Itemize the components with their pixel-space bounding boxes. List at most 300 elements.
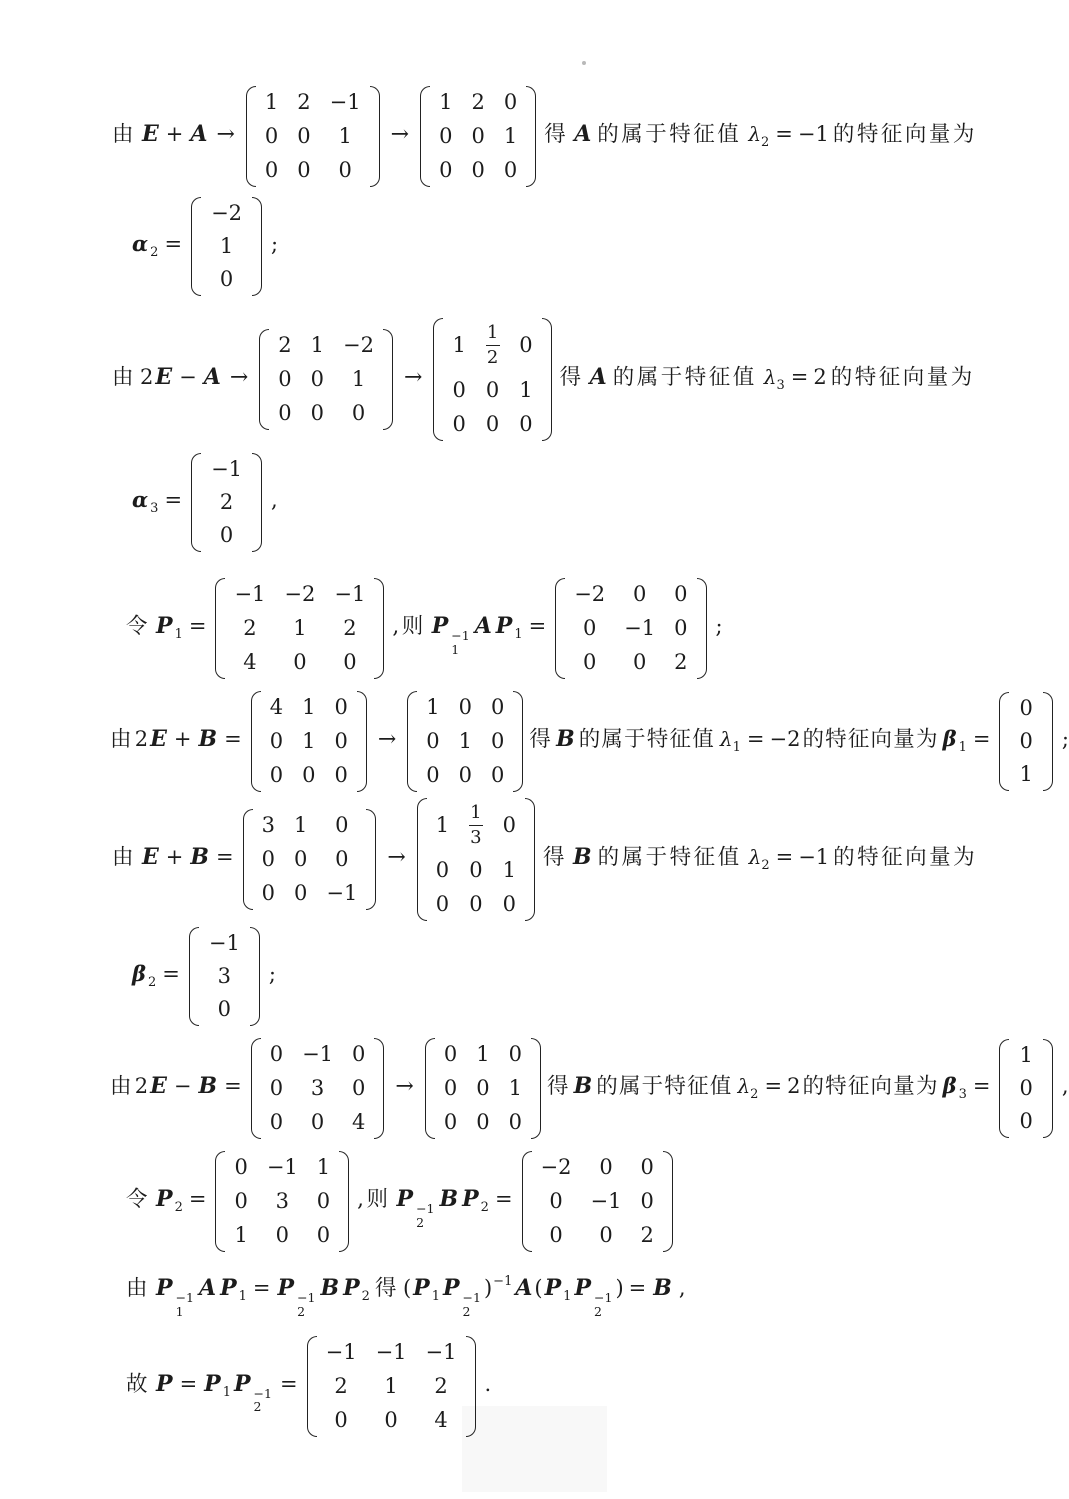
superscript: −1 <box>416 1201 435 1216</box>
matrix-cell: 1 <box>316 1155 331 1179</box>
matrix <box>307 1336 476 1437</box>
var-A: A <box>515 1275 533 1301</box>
matrix-cell: 1 <box>508 1076 522 1100</box>
lead-text: 故 <box>126 1371 151 1397</box>
matrix-cell: 0 <box>458 695 472 719</box>
punctuation: . <box>484 1371 492 1396</box>
matrix-cell: 0 <box>335 813 349 837</box>
paren-right <box>370 86 380 187</box>
matrix-cell: 0 <box>632 582 647 606</box>
var-P: P <box>156 1370 173 1397</box>
matrix <box>215 578 384 679</box>
matrix-cell: 0 <box>476 1076 490 1100</box>
superscript: −1 <box>175 1290 194 1305</box>
var-E: E <box>150 1073 167 1099</box>
var-P: P <box>544 1275 562 1301</box>
var-lambda: λ <box>748 845 762 869</box>
matrix-cell: 0 <box>269 1042 284 1066</box>
var-lambda: λ <box>748 122 761 146</box>
matrix-cell: −1 <box>334 582 366 606</box>
matrix-cell: −1 <box>425 1339 457 1364</box>
lead-text: 由 <box>112 365 137 390</box>
matrix-cell: 0 <box>640 1189 654 1213</box>
var-P: P <box>431 613 449 639</box>
matrix <box>420 86 536 187</box>
fraction-denominator: 3 <box>470 827 482 848</box>
paren-left <box>307 1336 317 1437</box>
var-A: A <box>199 1275 217 1301</box>
alpha-subscript: 2 <box>150 245 159 260</box>
matrix-cell: 0 <box>583 616 597 640</box>
paren-right <box>697 578 707 679</box>
paren-right <box>542 318 552 441</box>
matrix-cell: 0 <box>503 90 518 114</box>
equals-operator: = <box>164 232 183 256</box>
vector-cell: 1 <box>1019 762 1033 786</box>
equals-operator: = <box>164 488 183 512</box>
matrix-cell: 0 <box>334 1407 348 1432</box>
matrix-cell: 0 <box>334 695 348 719</box>
matrix-cell: 2 <box>243 616 257 640</box>
matrix-cell: 0 <box>351 401 366 425</box>
math-line-2 <box>130 197 1026 296</box>
fraction-numerator: 1 <box>470 802 482 823</box>
sup-sub-stack <box>416 1202 434 1230</box>
matrix-cell: 0 <box>269 1076 284 1100</box>
matrix-cell: 0 <box>234 1155 248 1179</box>
vector-cell: 0 <box>1019 696 1033 720</box>
matrix-cell: −1 <box>590 1189 622 1213</box>
arrow-symbol: → <box>216 122 235 147</box>
matrix-cell: 1 <box>310 333 325 357</box>
matrix-cell: 0 <box>426 763 440 787</box>
fraction <box>468 804 483 847</box>
matrix-cell: 0 <box>261 847 275 871</box>
var-P: P <box>156 613 173 639</box>
matrix-grid <box>256 86 370 187</box>
lead-text: 由 <box>126 1276 151 1301</box>
left-paren: ( <box>534 1276 543 1300</box>
superscript: −1 <box>594 1290 613 1305</box>
matrix-cell: 0 <box>302 763 316 787</box>
lead-text: 由 <box>110 1074 133 1099</box>
matrix-cell: 4 <box>269 695 284 719</box>
group-inverse-superscript: −1 <box>493 1274 513 1289</box>
matrix-cell: 1 <box>439 90 453 114</box>
matrix-cell: 0 <box>352 1076 366 1100</box>
matrix-cell: 0 <box>491 695 505 719</box>
column-vector <box>191 197 262 296</box>
eigenvalue-phrase: 的属于特征值 <box>612 365 757 390</box>
P-subscript: 1 <box>174 627 183 642</box>
var-P: P <box>234 1370 251 1397</box>
matrix-grid <box>417 691 513 792</box>
var-lambda: λ <box>737 1074 751 1098</box>
var-beta: β <box>132 961 146 986</box>
paren-right <box>1043 1039 1053 1138</box>
eigenvalue: −2 <box>769 727 801 751</box>
matrix-cell: 3 <box>261 813 275 837</box>
var-A: A <box>589 364 607 390</box>
paren-left <box>215 1151 225 1252</box>
subscript: 1 <box>451 641 460 657</box>
matrix-cell: 1 <box>426 695 440 719</box>
matrix-cell: 0 <box>599 1155 613 1179</box>
paren-left <box>522 1151 532 1252</box>
matrix-cell: 0 <box>335 847 349 871</box>
paren-right <box>531 1038 541 1139</box>
lambda-subscript: 3 <box>776 378 785 393</box>
punctuation: ; <box>715 614 723 638</box>
math-line-10 <box>122 1151 1026 1252</box>
eigenvalue: 2 <box>787 1074 801 1098</box>
column-vector <box>999 692 1052 791</box>
matrix-cell: 0 <box>469 858 483 882</box>
coefficient: 2 <box>134 1074 149 1098</box>
vector-cell: 0 <box>1019 729 1033 753</box>
var-B: B <box>573 844 592 870</box>
matrix-cell: 1 <box>264 90 279 114</box>
matrix-cell: 0 <box>261 881 275 905</box>
eigenvalue-phrase: 的属于特征值 <box>596 1074 733 1099</box>
matrix-cell: 0 <box>640 1155 654 1179</box>
var-P: P <box>220 1275 237 1301</box>
matrix-cell: 0 <box>275 1223 289 1247</box>
matrix-cell: 0 <box>352 1042 366 1066</box>
matrix-cell: 1 <box>302 729 316 753</box>
matrix-cell: 0 <box>278 401 292 425</box>
var-E: E <box>155 364 173 390</box>
matrix-cell: 0 <box>269 763 284 787</box>
matrix-cell: 0 <box>435 892 450 916</box>
equals-operator: = <box>179 1371 198 1396</box>
matrix-cell: −2 <box>343 333 375 357</box>
paren-right <box>252 197 262 296</box>
matrix-grid <box>261 691 357 792</box>
equals-operator: = <box>790 365 809 389</box>
matrix-grid <box>261 1038 375 1139</box>
matrix-cell: 1 <box>384 1373 398 1398</box>
vector-grid <box>201 197 252 296</box>
var-E: E <box>142 121 159 147</box>
arrow-symbol: → <box>387 845 406 870</box>
equals-operator: = <box>162 962 180 986</box>
var-P: P <box>462 1186 479 1212</box>
var-B: B <box>653 1275 672 1301</box>
matrix-cell: 0 <box>334 729 348 753</box>
matrix-cell: 1 <box>435 813 450 837</box>
paren-right <box>466 1336 476 1437</box>
eigenvector-phrase: 的特征向量为 <box>830 365 975 390</box>
matrix-cell: 0 <box>674 582 688 606</box>
matrix-cell: 0 <box>293 650 307 674</box>
de-text: 得 <box>529 727 553 752</box>
arrow-symbol: → <box>390 122 410 147</box>
matrix-with-fraction <box>433 318 551 441</box>
var-B: B <box>198 726 218 752</box>
sup-sub-stack <box>297 1291 315 1319</box>
matrix-cell: 0 <box>439 124 453 148</box>
plus-operator: + <box>173 727 192 751</box>
sup-sub-stack <box>176 1291 194 1319</box>
matrix-cell: 0 <box>458 763 472 787</box>
coefficient: 2 <box>140 365 154 389</box>
lambda-subscript: 1 <box>732 740 741 755</box>
var-A: A <box>574 121 592 147</box>
matrix <box>251 1038 385 1139</box>
math-line-7 <box>108 798 1026 921</box>
matrix-cell: 0 <box>264 124 279 148</box>
matrix-cell: 0 <box>452 378 466 402</box>
math-line-8 <box>130 927 1026 1026</box>
coefficient: 2 <box>134 727 149 751</box>
matrix-cell: 0 <box>310 401 325 425</box>
paren-left <box>417 798 427 921</box>
sup-sub-stack <box>254 1387 272 1415</box>
matrix-grid <box>435 1038 531 1139</box>
arrow-symbol: → <box>404 365 423 390</box>
plus-operator: + <box>165 122 184 146</box>
matrix-cell: 3 <box>310 1076 325 1100</box>
vector-grid <box>199 927 250 1026</box>
var-B: B <box>190 844 210 870</box>
vector-cell: −2 <box>211 201 243 225</box>
matrix <box>259 329 393 430</box>
matrix-cell: 0 <box>599 1223 613 1247</box>
var-P: P <box>396 1186 414 1212</box>
eigenvector-phrase: 的特征向量为 <box>802 1074 939 1099</box>
matrix-cell: 1 <box>452 333 466 357</box>
var-B: B <box>439 1186 459 1212</box>
matrix-cell: 1 <box>338 124 352 148</box>
matrix-cell: 0 <box>294 881 308 905</box>
matrix-cell: 0 <box>583 650 597 674</box>
equals-operator: = <box>279 1371 298 1396</box>
var-P: P <box>156 1186 173 1212</box>
matrix-cell: 0 <box>491 763 505 787</box>
math-line-6 <box>108 691 1069 792</box>
paren-left <box>191 453 201 552</box>
punctuation: , <box>271 488 278 512</box>
matrix-cell: 0 <box>485 412 500 436</box>
matrix-grid <box>565 578 696 679</box>
paren-right <box>366 809 376 910</box>
matrix-cell: 0 <box>549 1223 563 1247</box>
column-vector <box>999 1039 1052 1138</box>
math-line-3 <box>108 318 1026 441</box>
paren-right <box>250 927 260 1026</box>
paren-left <box>215 578 225 679</box>
lambda-subscript: 2 <box>761 135 770 150</box>
var-E: E <box>150 726 167 752</box>
matrix-cell: 1 <box>351 367 366 391</box>
subscript: 2 <box>416 1214 425 1230</box>
paren-right <box>1043 692 1053 791</box>
equals-operator: = <box>188 614 207 638</box>
matrix <box>425 1038 541 1139</box>
vector-cell: 0 <box>219 523 234 547</box>
fraction-numerator: 1 <box>486 322 499 343</box>
de-text: 得 <box>374 1276 399 1301</box>
matrix-cell: 0 <box>491 729 505 753</box>
matrix-cell: −1 <box>375 1339 407 1364</box>
vector-cell: 1 <box>219 234 234 258</box>
subscript: 2 <box>297 1303 306 1319</box>
lead-text: 由 <box>110 727 133 752</box>
lead-text: 由 <box>112 122 137 147</box>
matrix-cell: 0 <box>269 729 284 753</box>
paren-right <box>526 86 536 187</box>
matrix-cell: 1 <box>519 378 533 402</box>
matrix-cell: 0 <box>443 1110 458 1134</box>
de-text: 得 <box>544 122 569 147</box>
matrix-cell: 0 <box>316 1189 331 1213</box>
matrix-cell: 0 <box>294 847 308 871</box>
then-text: ,则 <box>392 614 426 639</box>
equals-operator: = <box>494 1187 513 1211</box>
matrix-with-fraction <box>417 798 535 921</box>
subscript: 2 <box>253 1399 262 1415</box>
de-text: 得 <box>542 845 567 870</box>
matrix-cell: 1 <box>502 858 516 882</box>
var-B: B <box>320 1275 340 1301</box>
de-text: 得 <box>559 365 584 390</box>
var-P: P <box>413 1275 430 1301</box>
matrix-cell: 1 <box>458 729 472 753</box>
matrix-cell: 0 <box>452 412 466 436</box>
matrix-grid <box>427 798 525 921</box>
column-vector <box>191 453 262 552</box>
arrow-symbol: → <box>229 365 249 390</box>
minus-operator: − <box>173 1074 192 1098</box>
matrix-cell: 0 <box>297 158 311 182</box>
var-beta: β <box>942 1073 957 1098</box>
matrix-cell: 0 <box>519 333 533 357</box>
matrix-cell: 0 <box>334 763 348 787</box>
var-lambda: λ <box>719 727 733 751</box>
equals-operator: = <box>224 1074 242 1098</box>
var-lambda: λ <box>763 365 777 389</box>
fraction <box>485 324 500 367</box>
eigenvalue: −1 <box>797 122 829 146</box>
vector-cell: 2 <box>219 490 234 514</box>
matrix <box>243 809 377 910</box>
matrix-cell: 0 <box>485 378 500 402</box>
eigenvector-phrase: 的特征向量为 <box>802 727 939 752</box>
matrix-cell: 0 <box>426 729 440 753</box>
matrix-cell: 0 <box>632 650 647 674</box>
superscript: −1 <box>451 628 470 643</box>
equals-operator: = <box>252 1276 271 1300</box>
P-subscript: 1 <box>563 1289 572 1304</box>
matrix-cell: 2 <box>297 90 311 114</box>
matrix-cell: −1 <box>325 1339 357 1364</box>
matrix-cell: 2 <box>434 1373 448 1398</box>
left-paren: ( <box>402 1276 412 1300</box>
matrix-grid <box>532 1151 663 1252</box>
punctuation: ; <box>271 232 279 256</box>
var-P: P <box>574 1275 591 1301</box>
matrix-cell: 2 <box>343 616 357 640</box>
sup-sub-stack <box>463 1291 481 1319</box>
matrix-cell: 1 <box>293 616 307 640</box>
equals-operator: = <box>764 1074 783 1098</box>
equals-operator: = <box>216 845 234 869</box>
eigenvalue-phrase: 的属于特征值 <box>597 845 742 870</box>
matrix-grid <box>269 329 383 430</box>
paren-left <box>251 691 261 792</box>
sup-sub-stack <box>451 629 469 657</box>
vector-cell: 0 <box>1019 1076 1033 1100</box>
paren-right <box>383 329 393 430</box>
eigenvalue-phrase: 的属于特征值 <box>578 727 715 752</box>
matrix-cell: −1 <box>624 616 656 640</box>
matrix-cell: 0 <box>338 158 352 182</box>
matrix-cell: −1 <box>234 582 266 606</box>
paren-right <box>374 1038 384 1139</box>
paren-right <box>513 691 523 792</box>
equals-operator: = <box>528 614 547 638</box>
paren-left <box>425 1038 435 1139</box>
superscript: −1 <box>297 1290 316 1305</box>
matrix-cell: 0 <box>508 1110 522 1134</box>
arrow-symbol: → <box>395 1074 414 1099</box>
matrix-cell: 2 <box>278 333 292 357</box>
var-B: B <box>556 726 575 752</box>
matrix-cell: 0 <box>435 858 450 882</box>
de-text: 得 <box>546 1074 570 1099</box>
equals-operator: = <box>628 1276 647 1300</box>
matrix <box>555 578 706 679</box>
matrix-cell: −2 <box>540 1155 572 1179</box>
then-text: ,则 <box>357 1187 391 1212</box>
paren-left <box>555 578 565 679</box>
matrix <box>246 86 380 187</box>
equals-operator: = <box>746 727 765 751</box>
paren-left <box>420 86 430 187</box>
matrix-cell: 1 <box>302 695 316 719</box>
var-alpha: α <box>132 487 149 512</box>
var-A: A <box>203 364 221 390</box>
punctuation: ; <box>268 962 276 986</box>
var-B: B <box>198 1073 218 1099</box>
vector-cell: 0 <box>1019 1109 1033 1133</box>
lead-text: 令 <box>126 614 151 639</box>
var-A: A <box>190 121 208 147</box>
matrix-cell: 2 <box>674 650 688 674</box>
paren-right <box>357 691 367 792</box>
matrix-cell: 1 <box>476 1042 490 1066</box>
paren-left <box>999 692 1009 791</box>
eigenvector-phrase: 的特征向量为 <box>832 122 977 147</box>
P-subscript: 1 <box>514 627 523 642</box>
equals-operator: = <box>972 727 991 751</box>
var-A: A <box>474 613 492 639</box>
matrix-cell: 1 <box>294 813 308 837</box>
var-P: P <box>442 1275 460 1301</box>
matrix-cell: 2 <box>334 1373 348 1398</box>
matrix <box>215 1151 349 1252</box>
matrix-cell: 1 <box>503 124 518 148</box>
arrow-symbol: → <box>377 727 397 752</box>
paren-left <box>189 927 199 1026</box>
right-paren: ) <box>615 1276 624 1300</box>
P-subscript: 1 <box>431 1289 440 1304</box>
vector-cell: 0 <box>219 267 234 291</box>
matrix-cell: 0 <box>297 124 311 148</box>
paren-right <box>339 1151 349 1252</box>
matrix-cell: 0 <box>471 158 485 182</box>
